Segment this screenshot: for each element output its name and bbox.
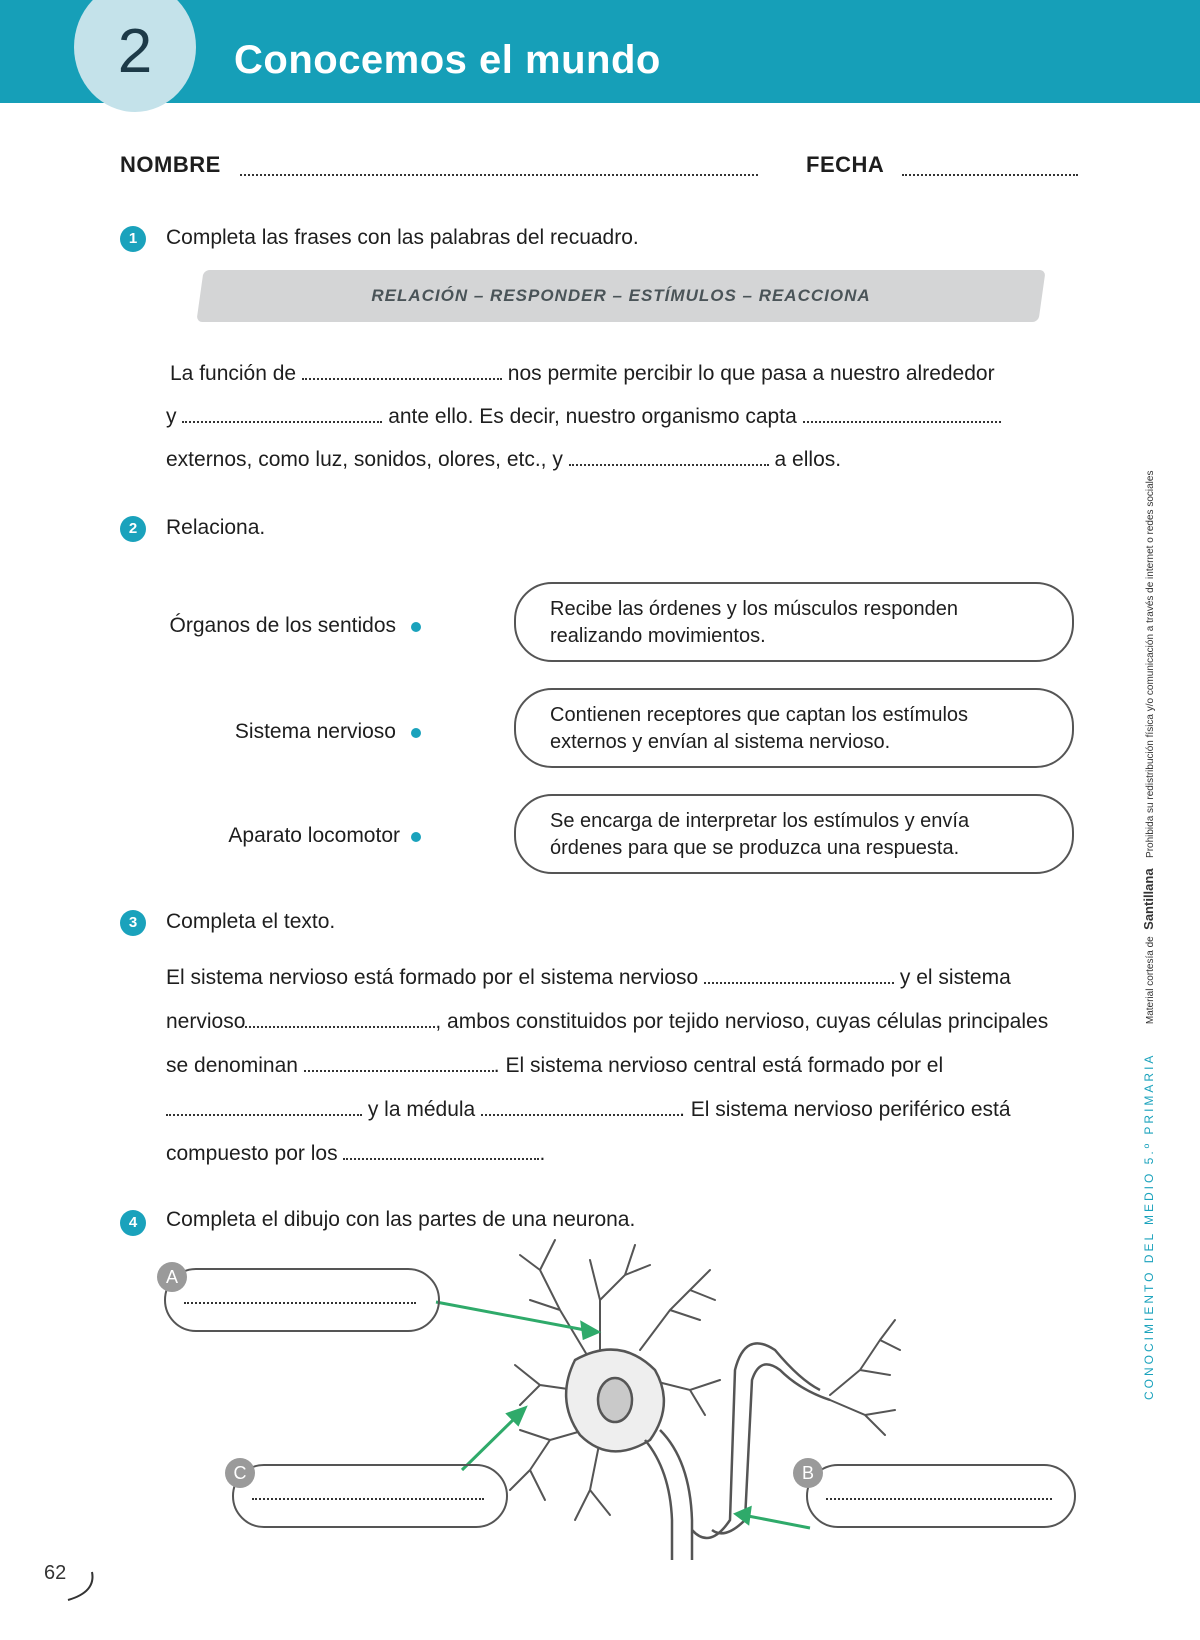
blank-field[interactable] [826, 1498, 1052, 1500]
match-right-text: realizando movimientos. [550, 625, 766, 647]
q3-text: . El sistema nervioso central está formado por el [493, 1054, 944, 1077]
question-2-instruction: Relaciona. [166, 516, 266, 539]
q3-line-4 [166, 1098, 1011, 1122]
q1-text: y [166, 405, 177, 428]
q3-line-5 [166, 1142, 545, 1166]
question-2-number: 2 [120, 516, 146, 542]
question-1-instruction: Completa las frases con las palabras del recuadro. [166, 226, 639, 249]
match-right-box[interactable] [514, 794, 1074, 874]
blank-field[interactable] [252, 1498, 484, 1500]
q3-text: y el sistema [899, 966, 1011, 989]
date-field[interactable] [902, 174, 1078, 176]
match-left-senses: Órganos de los sentidos [169, 614, 396, 637]
blank-field[interactable] [569, 448, 769, 466]
blank-field[interactable] [166, 1098, 362, 1116]
q1-text: a ellos. [774, 448, 842, 471]
q3-text: . [539, 1142, 546, 1165]
question-4-instruction: Completa el dibujo con las partes de una neurona. [166, 1208, 636, 1231]
name-label: NOMBRE [120, 152, 221, 177]
q3-text: compuesto por los [166, 1142, 338, 1165]
q3-text: nervioso [166, 1010, 246, 1033]
word-bank-text: RELACIÓN – RESPONDER – ESTÍMULOS – REACCIONA [371, 286, 871, 305]
q1-line-3 [166, 448, 841, 472]
q1-text: nos permite percibir lo que pasa a nuestro alrededor [507, 362, 995, 385]
q3-text: . El sistema nervioso periférico está [679, 1098, 1011, 1121]
match-left-nervous: Sistema nervioso [234, 720, 396, 743]
blank-field[interactable] [182, 405, 382, 423]
question-3-instruction: Completa el texto. [166, 910, 336, 933]
label-letter-b: B [793, 1458, 823, 1488]
nucleus-shape [598, 1378, 632, 1422]
side-legal-b: Prohibida su redistribución física y/o comunicación a través de internet o redes sociales [1145, 470, 1156, 858]
side-subject: CONOCIMIENTO DEL MEDIO 5.º PRIMARIA [1142, 1052, 1156, 1400]
blank-field[interactable] [184, 1302, 416, 1304]
q3-text: se denominan [166, 1054, 298, 1077]
unit-number: 2 [117, 17, 153, 86]
q1-text: externos, como luz, sonidos, olores, etc., y [166, 448, 563, 471]
q3-text: , ambos constituidos por tejido nervioso, cuyas células principales [435, 1010, 1049, 1033]
match-right-text: Se encarga de interpretar los estímulos y envía [550, 810, 970, 832]
label-letter-a: A [157, 1262, 187, 1292]
blank-field[interactable] [343, 1142, 539, 1160]
label-box-c[interactable] [232, 1464, 508, 1528]
label-box-b[interactable] [806, 1464, 1076, 1528]
blank-field[interactable] [803, 405, 1001, 423]
q3-line-1 [166, 966, 1011, 990]
match-dot[interactable] [411, 728, 421, 738]
match-right-text: externos y envían al sistema nervioso. [550, 731, 891, 753]
question-1-number: 1 [120, 226, 146, 252]
side-vertical-text [1140, 470, 1158, 1400]
q1-text: La función de [170, 362, 297, 385]
page-corner-mark [66, 1570, 106, 1610]
blank-field[interactable] [302, 362, 502, 380]
side-legal-a: Material cortesía de [1145, 936, 1156, 1025]
label-letter-c: C [225, 1458, 255, 1488]
match-right-text: Recibe las órdenes y los músculos responden [550, 598, 958, 620]
match-right-text: Contienen receptores que captan los estímulos [550, 704, 969, 726]
match-right-box[interactable] [514, 688, 1074, 768]
q3-line-2 [166, 1010, 1048, 1034]
q3-text: El sistema nervioso está formado por el sistema nervioso [166, 966, 699, 989]
q1-text: ante ello. Es decir, nuestro organismo capta [388, 405, 797, 428]
blank-field[interactable] [245, 1010, 435, 1028]
q1-line-1 [170, 362, 995, 386]
question-4-number: 4 [120, 1210, 146, 1236]
blank-field[interactable] [481, 1098, 679, 1116]
page-number: 62 [44, 1562, 67, 1584]
label-box-a[interactable] [164, 1268, 440, 1332]
blank-field[interactable] [304, 1054, 494, 1072]
match-left-locomotor: Aparato locomotor [228, 824, 400, 847]
match-right-text: órdenes para que se produzca una respuesta. [550, 837, 960, 859]
q3-text: y la médula [367, 1098, 476, 1121]
brand-logo-text: Santillana [1141, 868, 1156, 930]
match-right-box[interactable] [514, 582, 1074, 662]
blank-field[interactable] [704, 966, 894, 984]
match-dot[interactable] [411, 832, 421, 842]
date-label: FECHA [806, 152, 885, 177]
q3-line-3 [166, 1054, 943, 1078]
page-title: Conocemos el mundo [234, 38, 661, 82]
q1-line-2 [166, 405, 1001, 429]
name-field[interactable] [240, 174, 758, 176]
match-dot[interactable] [411, 622, 421, 632]
question-3-number: 3 [120, 910, 146, 936]
